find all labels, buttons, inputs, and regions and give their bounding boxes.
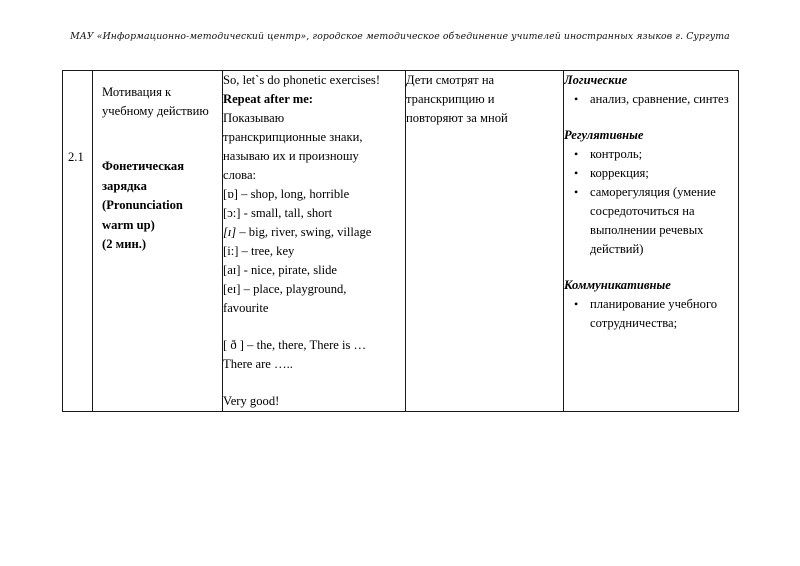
transcription-symbol: [aɪ] — [223, 263, 241, 277]
pupil-line: Дети смотрят на — [406, 73, 495, 87]
stage-title-line: Фонетическая — [102, 159, 185, 173]
teacher-final-line: Very good! — [223, 394, 280, 408]
list-item: • саморегуляция (умение сосредоточиться на выполнении речевых действий) — [590, 183, 738, 259]
document-header: МАУ «Информационно-методический центр», городское методическое объединение учителей иностранных языков г. Сургута — [70, 31, 730, 42]
teacher-line-repeat: Repeat after me: — [223, 92, 313, 106]
cell-lesson-stage — [93, 71, 223, 412]
table-row — [63, 71, 739, 412]
list-item: • планирование учебного сотрудничества; — [590, 295, 738, 333]
uud-item-list — [564, 145, 738, 259]
lesson-plan-table — [62, 70, 739, 412]
stage-title-line: warm up) — [102, 217, 155, 232]
uud-group-title: Регулятивные — [564, 128, 644, 142]
transcription-words: – place, playground, — [240, 282, 347, 296]
cell-teacher-activity — [223, 71, 406, 412]
teacher-line: транскрипционные знаки, — [223, 130, 363, 144]
transcription-words: - small, tall, short — [240, 206, 333, 220]
stage-title-line: (Pronunciation — [102, 198, 183, 212]
pupil-line: транскрипцию и — [406, 92, 495, 106]
stage-title-block — [93, 121, 222, 255]
uud-group-title: Логические — [564, 73, 628, 87]
transcription-symbol: [i:] — [223, 244, 239, 258]
transcription-words: - nice, pirate, slide — [240, 263, 337, 277]
uud-item-list — [564, 90, 738, 109]
teacher-line: называю их и произношу — [223, 149, 359, 163]
transcription-line — [223, 261, 405, 280]
transcription-line — [223, 185, 405, 204]
teacher-closing-line: There are ….. — [223, 357, 293, 371]
transcription-continuation: favourite — [223, 301, 269, 315]
transcription-words: – big, river, swing, village — [236, 225, 372, 239]
transcription-line — [223, 242, 405, 261]
transcription-symbol: [ɒ] — [223, 187, 238, 201]
list-item: • коррекция; — [590, 164, 738, 183]
paragraph-gap — [223, 318, 405, 336]
row-number-value: 2.1 — [68, 150, 84, 164]
paragraph-gap — [223, 374, 405, 392]
list-item: • анализ, сравнение, синтез — [590, 90, 738, 109]
cell-row-number — [63, 71, 93, 412]
transcription-line — [223, 280, 405, 299]
transcription-symbol: [ɔ:] — [223, 206, 241, 220]
uud-groups — [564, 71, 738, 333]
cell-pupil-activity — [406, 71, 564, 412]
transcription-line — [223, 204, 405, 223]
uud-item-list — [564, 295, 738, 333]
transcription-words: – shop, long, horrible — [237, 187, 350, 201]
transcription-line — [223, 223, 405, 242]
transcription-words: – tree, key — [238, 244, 295, 258]
teacher-line: Показываю — [223, 111, 285, 125]
cell-uud — [564, 71, 739, 412]
transcription-symbol: [ɪ] — [223, 225, 237, 239]
stage-title-line: зарядка — [102, 178, 147, 193]
uud-group-title: Коммуникативные — [564, 278, 671, 292]
teacher-line: So, let`s do phonetic exercises! — [223, 73, 381, 87]
transcription-list — [223, 185, 405, 299]
teacher-line: слова: — [223, 168, 257, 182]
stage-motivation-label: Мотивация к учебному действию — [102, 85, 209, 118]
stage-duration: (2 мин.) — [102, 237, 147, 251]
teacher-closing-line: [ ð ] – the, there, There is … — [223, 338, 367, 352]
list-item: • контроль; — [590, 145, 738, 164]
pupil-line: повторяют за мной — [406, 111, 508, 125]
transcription-symbol: [eɪ] — [223, 282, 241, 296]
